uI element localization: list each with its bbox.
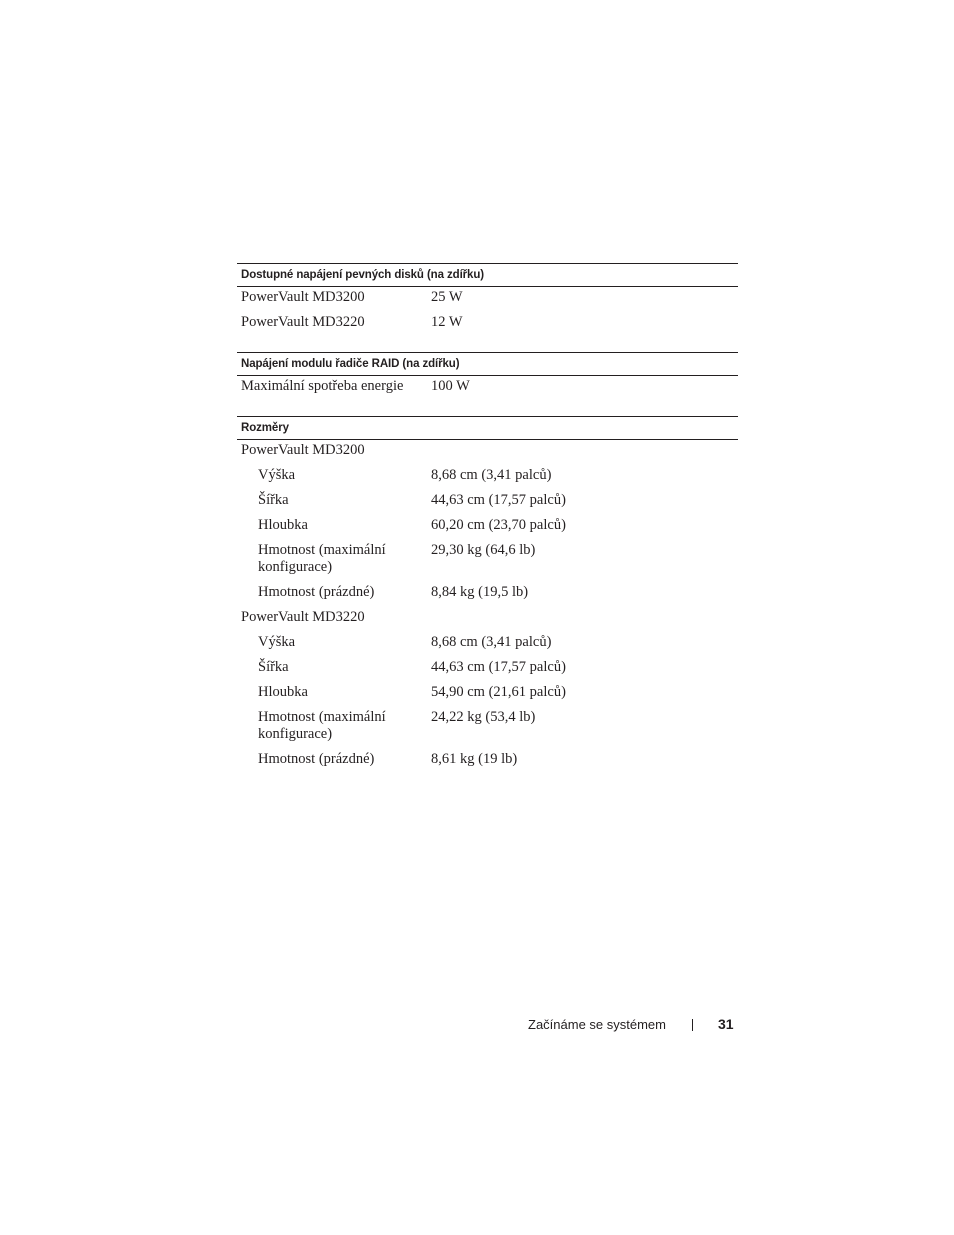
group-label: PowerVault MD3220: [241, 609, 365, 625]
spec-row: [237, 751, 738, 776]
spec-label: Šířka: [258, 492, 289, 508]
section-drive-power: [237, 263, 738, 352]
spec-value: 29,30 kg (64,6 lb): [431, 542, 536, 558]
spec-row: [237, 289, 738, 314]
section-header: Napájení modulu řadiče RAID (na zdířku): [237, 352, 738, 376]
spec-row: [237, 634, 738, 659]
section-rows: [237, 376, 738, 403]
footer-chapter-title: Začínáme se systémem: [528, 1017, 666, 1032]
spec-label: Hmotnost (prázdné): [258, 751, 375, 767]
spec-label: Výška: [258, 634, 296, 650]
spec-value: 44,63 cm (17,57 palců): [431, 659, 566, 675]
spec-label: Hmotnost (prázdné): [258, 584, 375, 600]
spec-value: 60,20 cm (23,70 palců): [431, 517, 566, 533]
spec-row: [237, 517, 738, 542]
spec-value: 24,22 kg (53,4 lb): [431, 709, 536, 725]
spec-value: 25 W: [431, 289, 463, 305]
specifications-table: [237, 263, 738, 776]
footer-separator: [692, 1019, 693, 1031]
spec-value: 44,63 cm (17,57 palců): [431, 492, 566, 508]
spec-row: [237, 684, 738, 709]
group-label-md3220: [237, 609, 738, 634]
spec-value: 8,84 kg (19,5 lb): [431, 584, 529, 600]
section-dimensions: [237, 416, 738, 776]
spec-label: Hmotnost (maximální konfigurace): [258, 709, 386, 742]
spec-label: Výška: [258, 467, 296, 483]
spec-row: [237, 584, 738, 609]
section-gap: [237, 403, 738, 416]
spec-label: Hmotnost (maximální konfigurace): [258, 542, 386, 575]
spec-row: [237, 467, 738, 492]
section-header: Dostupné napájení pevných disků (na zdířku): [237, 263, 738, 287]
spec-row: [237, 492, 738, 517]
spec-value: 12 W: [431, 314, 463, 330]
spec-row: [237, 709, 738, 751]
spec-value: 8,61 kg (19 lb): [431, 751, 518, 767]
spec-label: Maximální spotřeba energie: [241, 378, 404, 394]
section-rows: [237, 287, 738, 339]
section-header: Rozměry: [237, 416, 738, 440]
spec-row: [237, 542, 738, 584]
section-gap: [237, 339, 738, 352]
group-label-md3200: [237, 442, 738, 467]
section-rows: [237, 440, 738, 776]
spec-value: 100 W: [431, 378, 470, 394]
spec-row: [237, 659, 738, 684]
spec-row: [237, 314, 738, 339]
spec-label: PowerVault MD3200: [241, 289, 365, 305]
spec-row: [237, 378, 738, 403]
group-label: PowerVault MD3200: [241, 442, 365, 458]
spec-label: PowerVault MD3220: [241, 314, 365, 330]
spec-label: Hloubka: [258, 684, 308, 700]
spec-value: 8,68 cm (3,41 palců): [431, 467, 552, 483]
spec-value: 8,68 cm (3,41 palců): [431, 634, 552, 650]
spec-label: Hloubka: [258, 517, 308, 533]
section-raid-controller-power: [237, 352, 738, 416]
spec-label: Šířka: [258, 659, 289, 675]
page-number: 31: [718, 1016, 734, 1032]
page-footer: [0, 1015, 954, 1035]
spec-value: 54,90 cm (21,61 palců): [431, 684, 566, 700]
